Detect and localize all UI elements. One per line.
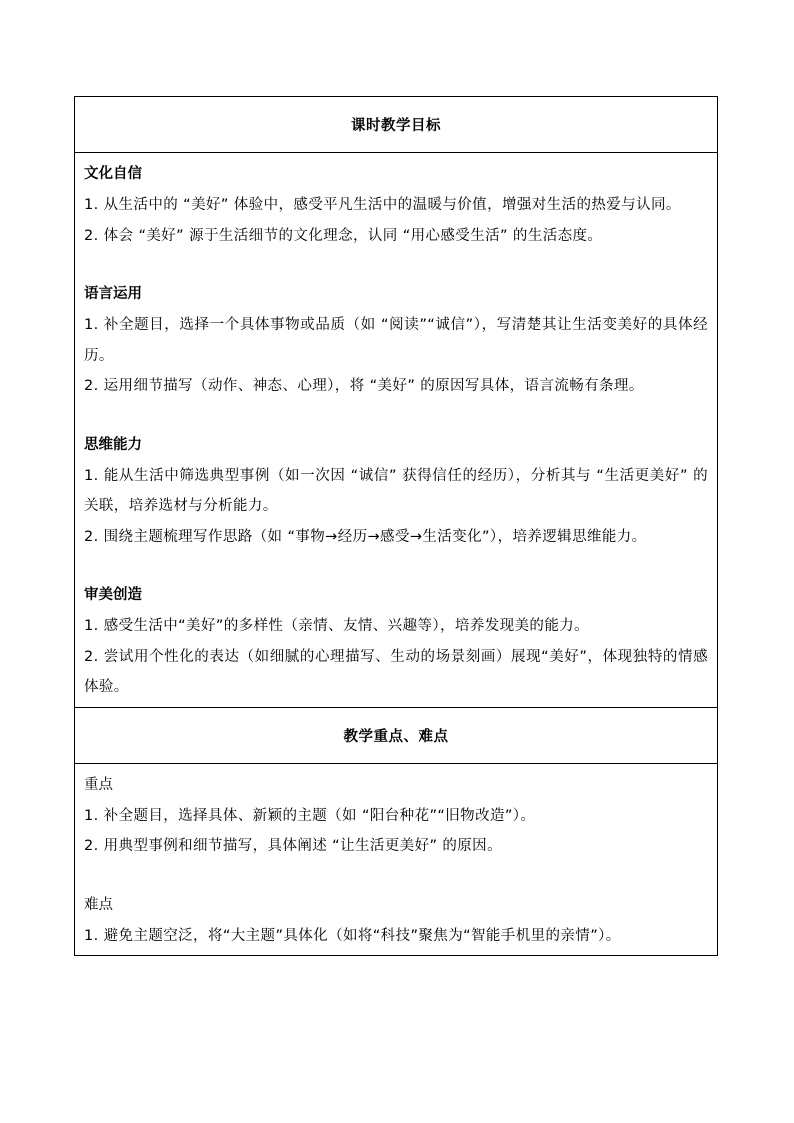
section-title: 语言运用 (84, 286, 142, 302)
list-item: 1. 避免主题空泛，将“大主题”具体化（如将“科技”聚焦为“智能手机里的亲情”）。 (84, 927, 621, 944)
list-item: 1. 补全题目，选择一个具体事物或品质（如 “阅读”“诚信”），写清楚其让生活变美好的具体经历。 (84, 317, 708, 364)
list-item: 1. 感受生活中“美好”的多样性（亲情、友情、兴趣等），培养发现美的能力。 (84, 618, 590, 634)
lesson-plan-table (74, 96, 718, 956)
section-language-use (84, 279, 708, 402)
list-item: 1. 补全题目，选择具体、新颖的主题（如 “阳台种花”“旧物改造”）。 (84, 807, 536, 824)
section-title: 重点 (84, 776, 113, 793)
section-cultural-confidence (84, 159, 708, 251)
list-item: 1. 从生活中的 “美好” 体验中，感受平凡生活中的温暖与价值，增强对生活的热爱与认同。 (84, 197, 681, 213)
list-item: 2. 运用细节描写（动作、神态、心理），将 “美好” 的原因写具体，语言流畅有条理。 (84, 378, 644, 394)
list-item: 1. 能从生活中筛选典型事例（如一次因 “诚信” 获得信任的经历），分析其与 “生活更美好” 的关联，培养选材与分析能力。 (84, 467, 708, 514)
objectives-header-row (75, 97, 717, 153)
section-title: 审美创造 (84, 587, 142, 603)
section-thinking-ability (84, 430, 708, 553)
list-item: 2. 用典型事例和细节描写，具体阐述 “让生活更美好” 的原因。 (84, 838, 502, 854)
section-title: 难点 (84, 896, 113, 913)
objectives-cell (75, 153, 717, 707)
list-item: 2. 尝试用个性化的表达（如细腻的心理描写、生动的场景刻画）展现“美好”，体现独特的情感体验。 (84, 648, 708, 695)
list-item: 2. 体会 “美好” 源于生活细节的文化理念，认同 “用心感受生活” 的生活态度。 (84, 227, 603, 244)
section-focus (84, 770, 708, 862)
section-aesthetic-creation (84, 580, 708, 703)
objectives-header: 课时教学目标 (351, 118, 441, 134)
key-points-header: 教学重点、难点 (343, 728, 449, 745)
list-item: 2. 围绕主题梳理写作思路（如 “事物→经历→感受→生活变化”），培养逻辑思维能力。 (84, 528, 647, 545)
key-points-header-row (75, 707, 717, 764)
section-title: 文化自信 (84, 166, 142, 182)
section-title: 思维能力 (84, 436, 142, 453)
key-points-cell (75, 764, 717, 956)
section-difficulty (84, 890, 708, 952)
